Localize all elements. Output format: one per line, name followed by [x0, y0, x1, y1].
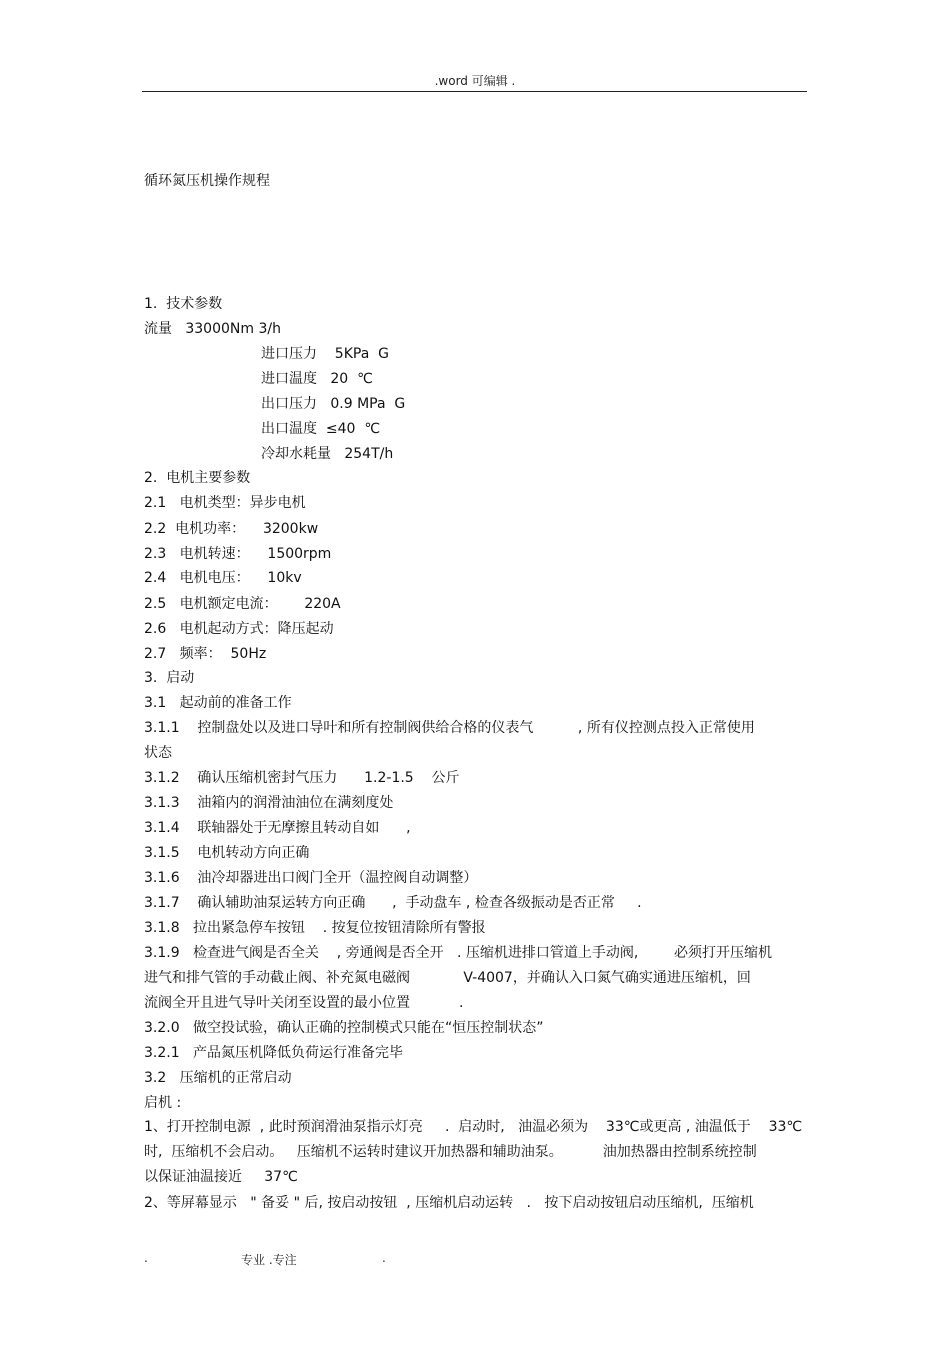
page-footer [144, 1251, 444, 1269]
text-line: 流量 33000Nm 3/h [144, 321, 281, 337]
text-line: 2.3 电机转速： 1500rpm [144, 546, 332, 562]
text-line: 冷却水耗量 254T/h [261, 446, 394, 462]
text-line: 3.1.9 检查进气阀是否全关 , 旁通阀是否全开 . 压缩机进排口管道上手动阀, 必须打开压缩机 [144, 945, 772, 961]
text-line: 3.2.0 做空投试验，确认正确的控制模式只能在“恒压控制状态” [144, 1020, 544, 1036]
text-line: 流阀全开且进气导叶关闭至设置的最小位置 . [144, 995, 464, 1011]
text-line: 2.7 频率： 50Hz [144, 646, 267, 662]
text-line: 状态 [144, 745, 172, 761]
text-line: 2.4 电机电压： 10kv [144, 570, 302, 586]
text-line: 3.1.7 确认辅助油泵运转方向正确 , 手动盘车 , 检查各级振动是否正常 . [144, 895, 642, 911]
text-line: 2、等屏幕显示 " 备妥 " 后, 按启动按钮 , 压缩机启动运转 . 按下启动按钮启动压缩机, 压缩机 [144, 1195, 754, 1211]
text-line: 3.1.8 拉出紧急停车按钮 . 按复位按钮清除所有警报 [144, 920, 486, 936]
text-line: 2.6 电机起动方式：降压起动 [144, 621, 334, 637]
text-line: 3.2 压缩机的正常启动 [144, 1070, 292, 1086]
document-title: 循环氮压机操作规程 [144, 173, 270, 189]
text-line: 出口压力 0.9 MPa G [261, 396, 406, 412]
text-line: 2.2 电机功率： 3200kw [144, 521, 319, 537]
footer-center: 专业 .专注 [241, 1253, 297, 1267]
footer-left: . [144, 1251, 148, 1265]
page-header: .word 可编辑 . [434, 74, 516, 88]
text-line: 出口温度 ≤40 ℃ [261, 421, 381, 437]
text-line: 3.1.5 电机转动方向正确 [144, 845, 310, 861]
text-line: 3.1.3 油箱内的润滑油油位在满刻度处 [144, 795, 394, 811]
text-line: 以保证油温接近 37℃ [144, 1169, 298, 1185]
text-line: 进气和排气管的手动截止阀、补充氮电磁阀 V-4007，并确认入口氮气确实通进压缩机，回 [144, 970, 751, 986]
text-line: 3.1.1 控制盘处以及进口导叶和所有控制阀供给合格的仪表气 , 所有仪控测点投入正常使用 [144, 720, 755, 736]
text-line: 2.1 电机类型：异步电机 [144, 495, 306, 511]
text-line: 3. 启动 [144, 670, 195, 686]
text-line: 2.5 电机额定电流： 220A [144, 596, 341, 612]
text-line: 3.2.1 产品氮压机降低负荷运行准备完毕 [144, 1045, 403, 1061]
footer-right: . [382, 1251, 386, 1265]
text-line: 1、打开控制电源 , 此时预润滑油泵指示灯亮 . 启动时, 油温必须为 33℃或更高 , 油温低于 33℃ [144, 1119, 803, 1135]
text-line: 时, 压缩机不会启动。 压缩机不运转时建议开加热器和辅助油泵。 油加热器由控制系统控制 [144, 1144, 757, 1160]
text-line: 3.1 起动前的准备工作 [144, 695, 292, 711]
text-line: 启机 : [144, 1095, 182, 1111]
header-rule [142, 91, 807, 92]
text-line: 3.1.2 确认压缩机密封气压力 1.2-1.5 公斤 [144, 770, 460, 786]
text-line: 2. 电机主要参数 [144, 470, 251, 486]
text-line: 进口温度 20 ℃ [261, 371, 373, 387]
text-line: 3.1.6 油冷却器进出口阀门全开（温控阀自动调整） [144, 870, 478, 886]
text-line: 进口压力 5KPa G [261, 346, 390, 362]
text-line: 3.1.4 联轴器处于无摩擦且转动自如 , [144, 820, 411, 836]
text-line: 1. 技术参数 [144, 296, 223, 312]
